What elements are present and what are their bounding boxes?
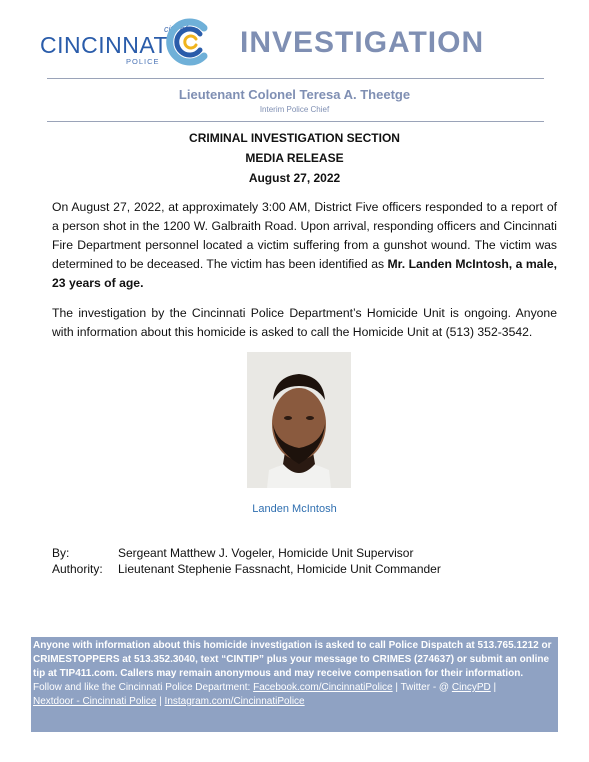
footer-tip-text: Anyone with information about this homicide investigation is asked to call Police Dispatch at 513.765.1212 or CRIMESTOPPERS at 513.352.3040, text “CINTIP” plus your message to CRIMES (274637) or submit an online tip at TIP411.com. Callers may remain anonymous and may receive compensation for their information. [33,640,552,679]
nextdoor-link[interactable]: Nextdoor - Cincinnati Police [33,696,157,707]
footer-follow-prefix: Follow and like the Cincinnati Police Department: [33,682,254,693]
chief-divider [47,121,544,122]
logo-police-text: POLICE [126,57,160,66]
footer-separator-2: | [156,696,165,707]
logo-main-text: CINCINNATI [40,32,175,58]
photo-caption: Landen McIntosh [252,503,337,515]
footer-tip-box [31,637,558,732]
twitter-prefix: | Twitter - @ [392,682,452,693]
chief-title: Interim Police Chief [259,105,330,114]
investigation-paragraph: The investigation by the Cincinnati Police Department’s Homicide Unit is ongoing. Anyone with information about this homicide is asked to call the Homicide Unit at (513) 352-3542. [52,306,557,339]
facebook-link[interactable]: Facebook.com/CincinnatiPolice [253,682,393,693]
twitter-link[interactable]: CincyPD [451,682,491,693]
authority-value: Lieutenant Stephenie Fassnacht, Homicide Unit Commander [118,562,441,576]
instagram-link[interactable]: Instagram.com/CincinnatiPolice [164,696,305,707]
incident-paragraph [52,198,557,293]
by-value: Sergeant Matthew J. Vogeler, Homicide Unit Supervisor [118,546,414,560]
victim-photo [247,352,351,488]
header-divider [47,78,544,79]
logo-c-icon [160,14,216,70]
footer-separator: | [490,682,497,693]
authority-row [52,562,441,576]
release-type: MEDIA RELEASE [245,151,344,165]
release-date: August 27, 2022 [248,171,341,185]
authority-label: Authority: [52,562,103,576]
page-title: INVESTIGATION [240,26,485,59]
by-row [52,546,413,560]
victim-identity: Mr. Landen McIntosh, a male, 23 years of age. [52,257,557,290]
logo-city-text: city of [164,24,188,34]
chief-name: Lieutenant Colonel Teresa A. Theetge [178,87,411,102]
cincinnati-police-logo [40,14,215,70]
by-label: By: [52,546,70,560]
section-heading: CRIMINAL INVESTIGATION SECTION [189,131,400,145]
incident-text: On August 27, 2022, at approximately 3:00 AM, District Five officers responded to a report of a person shot in the 1200 W. Galbraith Road. Upon arrival, responding officers and Cincinnati Fire Department personnel located a victim suffering from a gunshot wound. The victim was determined to be deceased. The victim has been identified as [52,200,557,271]
